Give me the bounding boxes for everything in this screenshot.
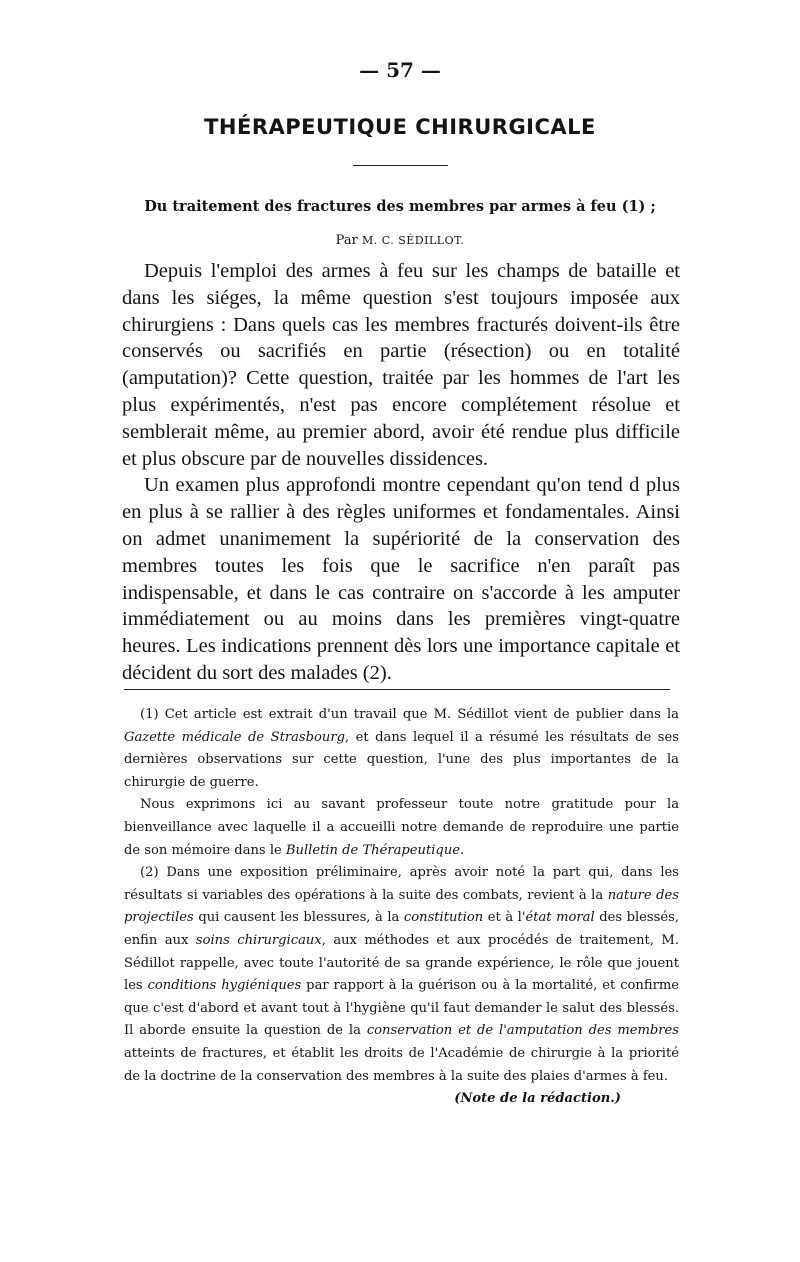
footnote-2-italic-5: conditions hygiéniques: [147, 978, 302, 994]
footnote-1-journal: Gazette médicale de Strasbourg: [124, 729, 345, 745]
acknowledgement-end: .: [460, 842, 465, 858]
heading-divider: [353, 165, 448, 166]
footnote-2-text-4: des blessés, enfin aux: [124, 910, 679, 948]
footnote-2-text-3: et à l': [483, 910, 526, 926]
body-paragraph-2: Un examen plus approfondi montre cependant qu'on tend d plus en plus à se rallier à des règles uniformes et fondamentales. Ainsi on admet unanimement la supériorité de la conservation des membres toutes les fois que le sacrifice n'en paraît pas indispensable, et dans le cas contraire on s'accorde à les amputer immédiatement ou au moins dans les premières vingt-quatre heures. Les indications prennent dès lors une importance capitale et décident du sort des malades (2).: [122, 474, 680, 684]
footnote-2-italic-1: nature des projectiles: [124, 887, 679, 926]
footnote-2: [124, 862, 679, 1088]
footnote-2-text-7: atteints de fractures, et établit les droits de l'Académie de chirurgie à la priorité de la doctrine de la conservation des membres à la suite des plaies d'armes à feu.: [124, 1045, 679, 1084]
editor-note: (Note de la rédaction.): [454, 1091, 621, 1107]
footnote-1-acknowledgement: [124, 794, 679, 862]
body-paragraph-1: Depuis l'emploi des armes à feu sur les champs de bataille et dans les siéges, la même question s'est toujours imposée aux chirurgiens : Dans quels cas les membres fracturés doivent-ils être conservés ou sacrifiés en partie (résection) ou en totalité (amputation)? Cette question, traitée par les hommes de l'art les plus expérimentés, n'est pas encore complétement résolue et semblerait même, au premier abord, avoir été rendue plus difficile et plus obscure par de nouvelles dissidences.: [122, 260, 680, 470]
footnote-2-text-1: (2) Dans une exposition préliminaire, après avoir noté la part qui, dans les résultats si variables des opérations à la suite des combats, revient à la: [124, 865, 679, 903]
body-text: [122, 258, 680, 687]
footnote-2-italic-2: constitution: [403, 910, 484, 926]
footnote-1-text: (1) Cet article est extrait d'un travail que M. Sédillot vient de publier dans la: [140, 707, 679, 722]
footnote-1: [124, 704, 679, 794]
byline: [0, 233, 800, 248]
footnote-2-italic-3: état moral: [525, 910, 595, 926]
article-title: Du traitement des fractures des membres par armes à feu (1) ;: [144, 198, 656, 215]
byline-author: M. C. SÉDILLOT.: [361, 234, 465, 247]
footnote-2-text-6: par rapport à la guérison ou à la mortalité, et confirme que c'est d'abord et avant tout à l'hygiène qu'il faut demander le salut des blessés. Il aborde ensuite la question de la: [124, 978, 680, 1039]
byline-prefix: Par: [335, 233, 358, 248]
footnote-2-italic-6: conservation et de l'amputation des membres: [366, 1023, 680, 1039]
footnote-2-text-2: qui causent les blessures, à la: [193, 910, 404, 926]
section-heading: THÉRAPEUTIQUE CHIRURGICALE: [204, 115, 596, 139]
acknowledgement-text: Nous exprimons ici au savant professeur toute notre gratitude pour la bienveillance avec laquelle il a accueilli notre demande de reproduire une partie de son mémoire dans le: [124, 797, 679, 858]
footnote-1-text-cont: , et dans lequel il a résumé les résultats de ses dernières observations sur cette question, l'une des plus importantes de la chirurgie de guerre.: [124, 729, 679, 790]
footnote-divider: [124, 689, 670, 690]
footnote-2-text-5: , aux méthodes et aux procédés de traitement, M. Sédillot rappelle, avec toute l'autorité de sa grande expérience, le rôle que jouent les: [124, 932, 680, 994]
footnote-2-italic-4: soins chirurgicaux: [195, 932, 322, 948]
footnotes: [124, 704, 679, 1111]
acknowledgement-journal: Bulletin de Thérapeutique: [285, 842, 460, 858]
page-number: — 57 —: [359, 58, 441, 82]
